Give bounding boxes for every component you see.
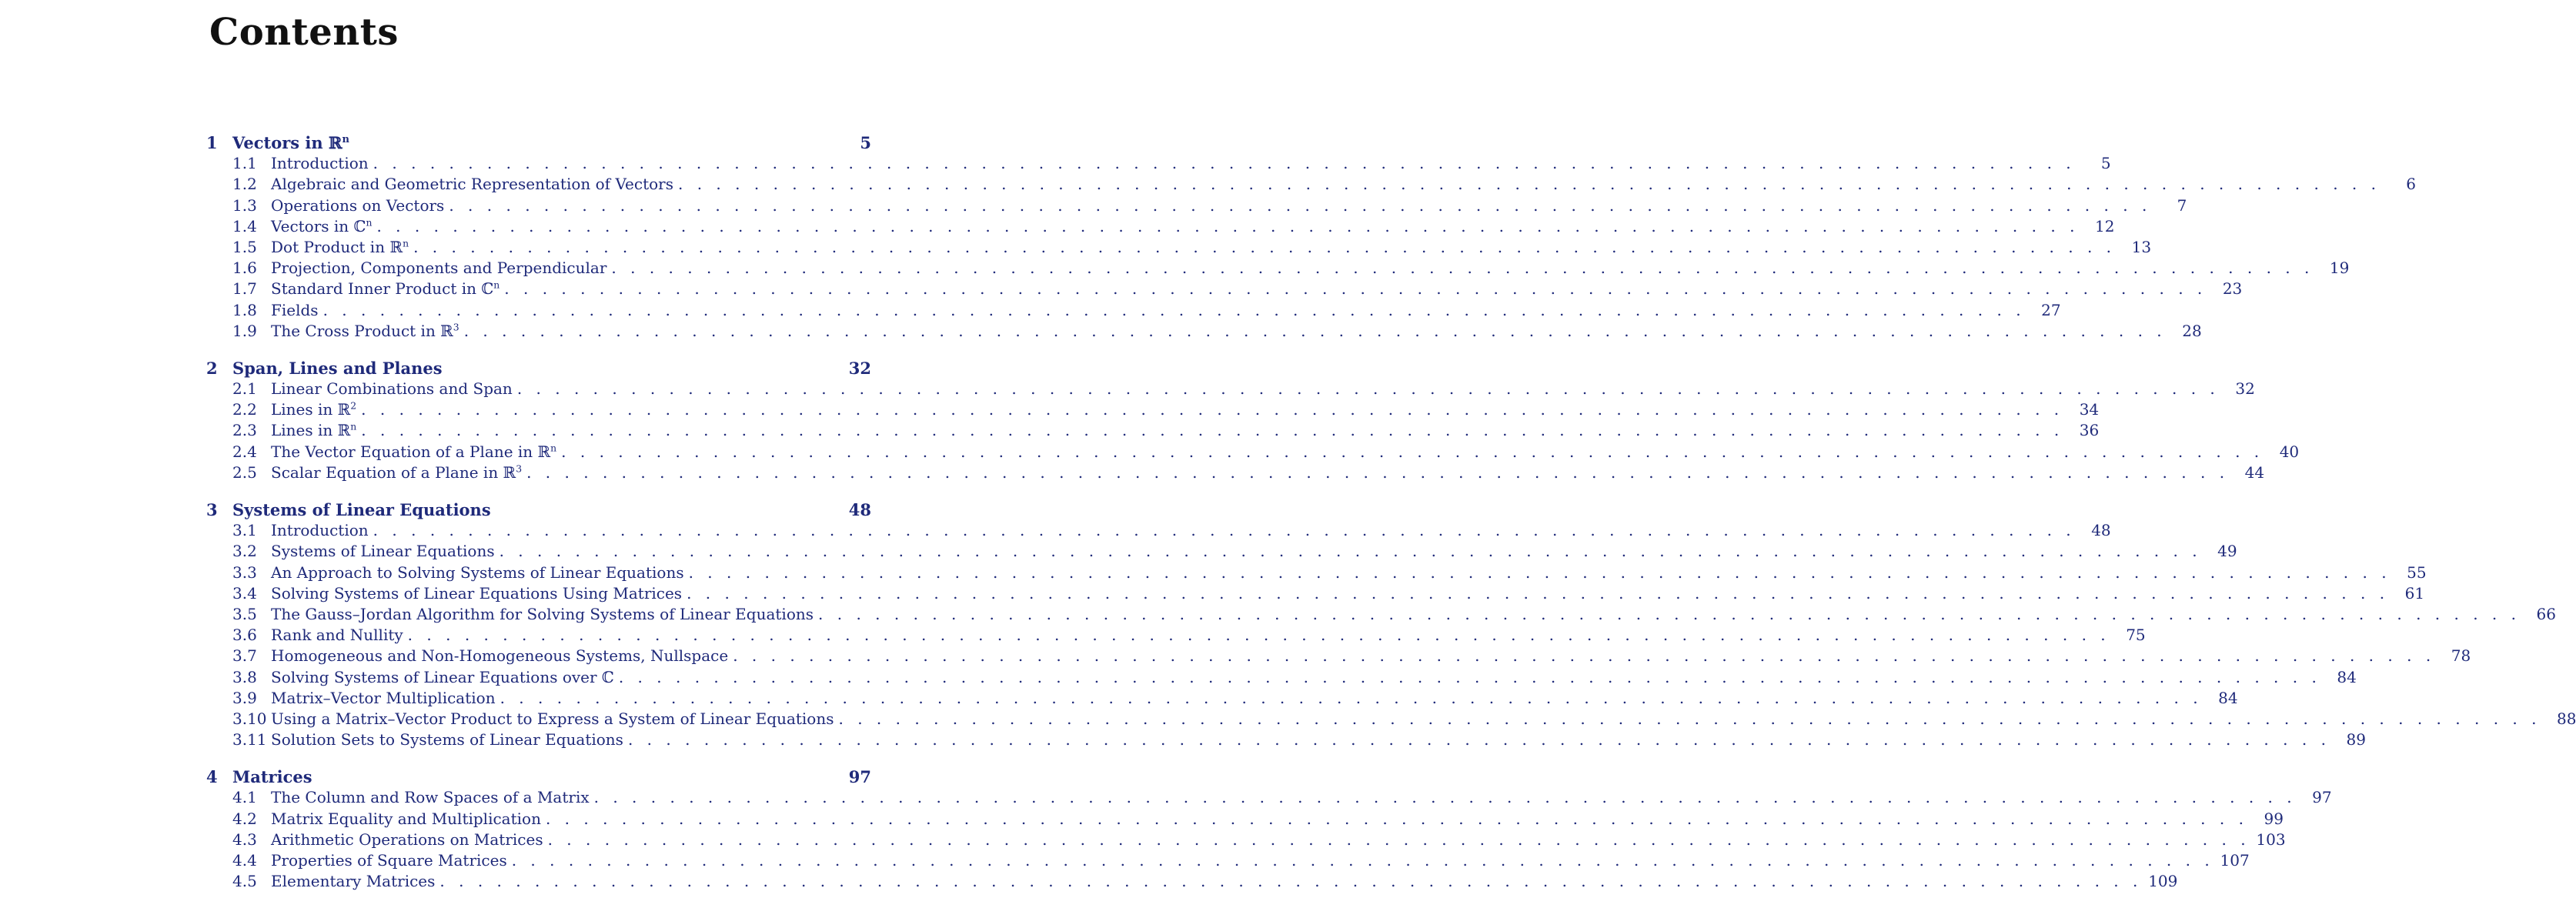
entry-title-text: An Approach to Solving Systems of Linear Equations bbox=[271, 562, 684, 582]
entry-title[interactable] bbox=[271, 258, 606, 279]
chapter-number: 1 bbox=[206, 133, 218, 152]
entry-title-text: Solving Systems of Linear Equations over ℂ bbox=[271, 667, 614, 686]
toc-section-entry[interactable] bbox=[206, 604, 2556, 625]
entry-title[interactable] bbox=[271, 729, 623, 750]
entry-title-superscript: n bbox=[342, 134, 349, 145]
toc-section-entry[interactable] bbox=[206, 420, 2100, 441]
entry-title[interactable] bbox=[271, 237, 409, 258]
page-number: 32 bbox=[2235, 379, 2255, 399]
entry-title[interactable] bbox=[271, 195, 444, 216]
entry-title[interactable] bbox=[271, 871, 435, 892]
toc-section-entry[interactable] bbox=[206, 195, 2187, 216]
entry-title-text: The Vector Equation of a Plane in ℝ bbox=[271, 442, 551, 461]
entry-title-superscript: n bbox=[350, 420, 357, 432]
toc-section-entry[interactable] bbox=[206, 787, 2332, 808]
entry-title-text: Algebraic and Geometric Representation of Vectors bbox=[271, 175, 673, 194]
toc-section-entry[interactable] bbox=[206, 871, 2178, 892]
dot-leader bbox=[361, 420, 2063, 441]
entry-title[interactable] bbox=[232, 358, 840, 379]
dot-leader bbox=[818, 604, 2521, 625]
entry-title-superscript: 3 bbox=[516, 462, 523, 475]
section-number: 4.5 bbox=[232, 872, 257, 891]
dot-leader bbox=[361, 399, 2063, 420]
section-number: 3.9 bbox=[232, 688, 257, 707]
entry-title[interactable] bbox=[232, 499, 840, 520]
section-number: 2.4 bbox=[232, 442, 257, 461]
section-number: 4.2 bbox=[232, 809, 257, 828]
page-number: 23 bbox=[2222, 279, 2243, 299]
dot-leader bbox=[517, 379, 2220, 399]
toc-section-entry[interactable] bbox=[206, 462, 2265, 483]
page-number: 48 bbox=[2091, 521, 2111, 540]
entry-title[interactable] bbox=[271, 830, 543, 850]
section-number: 3.3 bbox=[232, 562, 257, 582]
dot-leader bbox=[376, 216, 2079, 237]
page-number: 12 bbox=[2094, 216, 2115, 235]
entry-title[interactable] bbox=[271, 583, 682, 604]
entry-title[interactable] bbox=[271, 462, 522, 483]
page-number: 55 bbox=[2407, 562, 2427, 582]
section-number: 3.6 bbox=[232, 626, 257, 645]
section-number: 3.10 bbox=[232, 709, 267, 728]
section-number: 1.6 bbox=[232, 259, 257, 278]
toc-section-entry[interactable] bbox=[206, 625, 2146, 646]
dot-leader bbox=[373, 520, 2076, 541]
entry-title-text: Systems of Linear Equations bbox=[232, 500, 491, 519]
entry-title-text: Vectors in ℝ bbox=[232, 133, 342, 152]
page-number: 28 bbox=[2182, 321, 2202, 340]
entry-title[interactable] bbox=[271, 809, 541, 830]
entry-title[interactable] bbox=[271, 850, 507, 871]
dot-leader bbox=[439, 871, 2142, 892]
dot-leader bbox=[512, 850, 2214, 871]
page-number: 75 bbox=[2126, 626, 2146, 645]
entry-title[interactable] bbox=[271, 379, 513, 399]
entry-title[interactable] bbox=[232, 766, 840, 787]
toc-section-entry[interactable] bbox=[206, 153, 2111, 174]
chapter-number: 4 bbox=[206, 767, 218, 787]
entry-title-text: Systems of Linear Equations bbox=[271, 542, 495, 561]
dot-leader bbox=[839, 709, 2541, 729]
entry-title[interactable] bbox=[271, 709, 834, 729]
toc-section-entry[interactable] bbox=[206, 688, 2238, 709]
entry-title-text: Standard Inner Product in ℂ bbox=[271, 279, 494, 299]
toc-chapter-block bbox=[206, 766, 2332, 892]
entry-title-superscript: n bbox=[403, 237, 409, 249]
entry-title-text: Rank and Nullity bbox=[271, 626, 403, 645]
toc-section-entry[interactable] bbox=[206, 379, 2255, 399]
entry-title[interactable] bbox=[271, 300, 319, 321]
page-number: 78 bbox=[2451, 646, 2471, 666]
section-number: 4.1 bbox=[232, 788, 257, 807]
page-number: 109 bbox=[2148, 872, 2178, 891]
entry-title-text: Solution Sets to Systems of Linear Equations bbox=[271, 730, 623, 749]
section-number: 3.11 bbox=[232, 730, 267, 749]
entry-title-text: Projection, Components and Perpendicular bbox=[271, 259, 607, 278]
toc-section-entry[interactable] bbox=[206, 809, 2284, 830]
toc-section-entry[interactable] bbox=[206, 216, 2115, 237]
entry-title-text: Homogeneous and Non-Homogeneous Systems, Nullspace bbox=[271, 646, 729, 666]
toc-chapter-entry[interactable] bbox=[206, 358, 871, 379]
entry-title-text: Matrix Equality and Multiplication bbox=[271, 809, 541, 828]
entry-title-text: Span, Lines and Planes bbox=[232, 358, 443, 378]
section-number: 3.7 bbox=[232, 646, 257, 666]
toc-section-entry[interactable] bbox=[206, 562, 2427, 583]
entry-title[interactable] bbox=[271, 562, 684, 583]
page-number: 97 bbox=[2312, 788, 2332, 807]
page-number: 19 bbox=[2329, 259, 2350, 278]
page-number: 84 bbox=[2218, 688, 2238, 707]
dot-leader bbox=[619, 667, 2321, 688]
toc-section-entry[interactable] bbox=[206, 520, 2111, 541]
entry-title[interactable] bbox=[271, 216, 372, 237]
section-number: 4.3 bbox=[232, 830, 257, 849]
page-number: 84 bbox=[2337, 667, 2357, 686]
dot-leader bbox=[464, 321, 2167, 342]
dot-leader bbox=[628, 729, 2330, 750]
page-number: 36 bbox=[2079, 421, 2100, 440]
toc-section-entry[interactable] bbox=[206, 729, 2366, 750]
dot-leader bbox=[526, 462, 2229, 483]
entry-title-text: Vectors in ℂ bbox=[271, 216, 366, 235]
entry-title[interactable] bbox=[271, 153, 369, 174]
toc-chapter-block bbox=[206, 358, 2300, 483]
entry-title[interactable] bbox=[271, 442, 556, 462]
toc-section-entry[interactable] bbox=[206, 321, 2202, 342]
page-number: 5 bbox=[2100, 154, 2111, 173]
toc-chapter-entry[interactable] bbox=[206, 499, 871, 520]
section-number: 1.3 bbox=[232, 195, 257, 215]
dot-leader bbox=[594, 787, 2297, 808]
section-number: 2.5 bbox=[232, 462, 257, 482]
section-number: 2.3 bbox=[232, 421, 257, 440]
dot-leader bbox=[733, 646, 2435, 666]
page-number: 44 bbox=[2244, 462, 2265, 482]
dot-leader bbox=[504, 279, 2207, 299]
chapter-number: 3 bbox=[206, 500, 218, 519]
entry-title-text: Matrix–Vector Multiplication bbox=[271, 688, 496, 707]
toc-section-entry[interactable] bbox=[206, 300, 2061, 321]
chapter-number: 2 bbox=[206, 358, 218, 378]
entry-title-text: Linear Combinations and Span bbox=[271, 379, 513, 399]
toc-section-entry[interactable] bbox=[206, 279, 2243, 299]
page-number: 27 bbox=[2041, 300, 2061, 319]
section-number: 1.5 bbox=[232, 237, 257, 256]
section-number: 1.9 bbox=[232, 321, 257, 340]
section-number: 1.2 bbox=[232, 175, 257, 194]
section-number: 2.2 bbox=[232, 400, 257, 419]
page-number: 89 bbox=[2346, 730, 2366, 749]
section-number: 1.1 bbox=[232, 154, 257, 173]
dot-leader bbox=[323, 300, 2026, 321]
toc-chapter-block bbox=[206, 499, 2576, 750]
page-number: 97 bbox=[848, 767, 871, 787]
dot-leader bbox=[546, 809, 2248, 830]
entry-title-superscript: n bbox=[493, 279, 500, 291]
dot-leader bbox=[408, 625, 2110, 646]
toc-chapter-entry[interactable] bbox=[206, 766, 871, 787]
entry-title[interactable] bbox=[271, 174, 673, 195]
page-number: 66 bbox=[2536, 604, 2556, 623]
entry-title[interactable] bbox=[271, 646, 728, 666]
toc-section-entry[interactable] bbox=[206, 850, 2250, 871]
section-number: 3.1 bbox=[232, 521, 257, 540]
entry-title[interactable] bbox=[271, 399, 356, 420]
entry-title[interactable] bbox=[271, 667, 614, 688]
entry-title[interactable] bbox=[232, 132, 840, 153]
toc-chapter-block bbox=[206, 132, 2416, 342]
entry-title-superscript: 3 bbox=[453, 321, 459, 333]
page-number: 7 bbox=[2177, 195, 2187, 215]
dot-leader bbox=[687, 583, 2389, 604]
page-number: 61 bbox=[2404, 583, 2425, 603]
dot-leader bbox=[499, 541, 2202, 562]
entry-title-text: Scalar Equation of a Plane in ℝ bbox=[271, 462, 516, 482]
page-number: 49 bbox=[2217, 542, 2237, 561]
entry-title[interactable] bbox=[271, 321, 459, 342]
section-number: 1.7 bbox=[232, 279, 257, 299]
entry-title-text: Solving Systems of Linear Equations Using Matrices bbox=[271, 583, 683, 603]
page-number: 32 bbox=[848, 358, 871, 378]
toc-section-entry[interactable] bbox=[206, 174, 2416, 195]
dot-leader bbox=[689, 562, 2391, 583]
dot-leader bbox=[500, 688, 2203, 709]
entry-title-text: Matrices bbox=[232, 767, 312, 787]
entry-title-text: The Cross Product in ℝ bbox=[271, 321, 453, 340]
toc-section-entry[interactable] bbox=[206, 399, 2100, 420]
entry-title[interactable] bbox=[271, 688, 496, 709]
table-of-contents bbox=[206, 132, 2576, 908]
page-number: 6 bbox=[2406, 175, 2416, 194]
toc-section-entry[interactable] bbox=[206, 237, 2152, 258]
page-number: 40 bbox=[2279, 442, 2300, 461]
entry-title-text: Introduction bbox=[271, 521, 369, 540]
page-number: 13 bbox=[2131, 237, 2152, 256]
entry-title-text: The Gauss–Jordan Algorithm for Solving Systems of Linear Equations bbox=[271, 604, 814, 623]
entry-title[interactable] bbox=[271, 541, 495, 562]
entry-title-text: Lines in ℝ bbox=[271, 400, 351, 419]
toc-section-entry[interactable] bbox=[206, 441, 2300, 462]
entry-title[interactable] bbox=[271, 520, 369, 541]
page-number: 88 bbox=[2557, 709, 2576, 728]
entry-title-text: Lines in ℝ bbox=[271, 421, 351, 440]
entry-title-text: Dot Product in ℝ bbox=[271, 237, 403, 256]
page-number: 5 bbox=[860, 133, 871, 152]
toc-section-entry[interactable] bbox=[206, 709, 2576, 729]
entry-title-text: Using a Matrix–Vector Product to Express a System of Linear Equations bbox=[271, 709, 834, 728]
dot-leader bbox=[449, 195, 2151, 216]
entry-title[interactable] bbox=[271, 787, 590, 808]
page-number: 107 bbox=[2220, 851, 2250, 870]
entry-title-text: Fields bbox=[271, 300, 319, 319]
entry-title-text: Arithmetic Operations on Matrices bbox=[271, 830, 543, 849]
section-number: 3.8 bbox=[232, 667, 257, 686]
page-number: 103 bbox=[2256, 830, 2286, 849]
page-number: 99 bbox=[2264, 809, 2284, 828]
entry-title-text: The Column and Row Spaces of a Matrix bbox=[271, 788, 590, 807]
toc-chapter-entry[interactable] bbox=[206, 132, 871, 153]
section-number: 4.4 bbox=[232, 851, 257, 870]
toc-section-entry[interactable] bbox=[206, 667, 2357, 688]
entry-title-superscript: 2 bbox=[350, 399, 357, 412]
entry-title-text: Introduction bbox=[271, 154, 369, 173]
entry-title[interactable] bbox=[271, 279, 499, 299]
section-number: 2.1 bbox=[232, 379, 257, 399]
toc-section-entry[interactable] bbox=[206, 830, 2286, 850]
dot-leader bbox=[413, 237, 2116, 258]
toc-section-entry[interactable] bbox=[206, 583, 2425, 604]
section-number: 1.8 bbox=[232, 300, 257, 319]
entry-title-text: Properties of Square Matrices bbox=[271, 851, 507, 870]
entry-title-text: Operations on Vectors bbox=[271, 195, 445, 215]
toc-section-entry[interactable] bbox=[206, 541, 2237, 562]
toc-section-entry[interactable] bbox=[206, 258, 2350, 279]
section-number: 1.4 bbox=[232, 216, 257, 235]
dot-leader bbox=[561, 442, 2264, 462]
entry-title-superscript: n bbox=[366, 216, 373, 229]
section-number: 3.2 bbox=[232, 542, 257, 561]
dot-leader bbox=[611, 258, 2314, 279]
entry-title[interactable] bbox=[271, 604, 814, 625]
page-number: 48 bbox=[848, 500, 871, 519]
toc-section-entry[interactable] bbox=[206, 646, 2471, 666]
entry-title-superscript: n bbox=[550, 441, 557, 453]
page-title: Contents bbox=[209, 11, 399, 54]
page-number: 34 bbox=[2079, 400, 2100, 419]
dot-leader bbox=[678, 174, 2381, 195]
section-number: 3.5 bbox=[232, 604, 257, 623]
entry-title[interactable] bbox=[271, 420, 356, 441]
entry-title[interactable] bbox=[271, 625, 403, 646]
dot-leader bbox=[548, 830, 2250, 850]
section-number: 3.4 bbox=[232, 583, 257, 603]
dot-leader bbox=[373, 153, 2076, 174]
entry-title-text: Elementary Matrices bbox=[271, 872, 436, 891]
